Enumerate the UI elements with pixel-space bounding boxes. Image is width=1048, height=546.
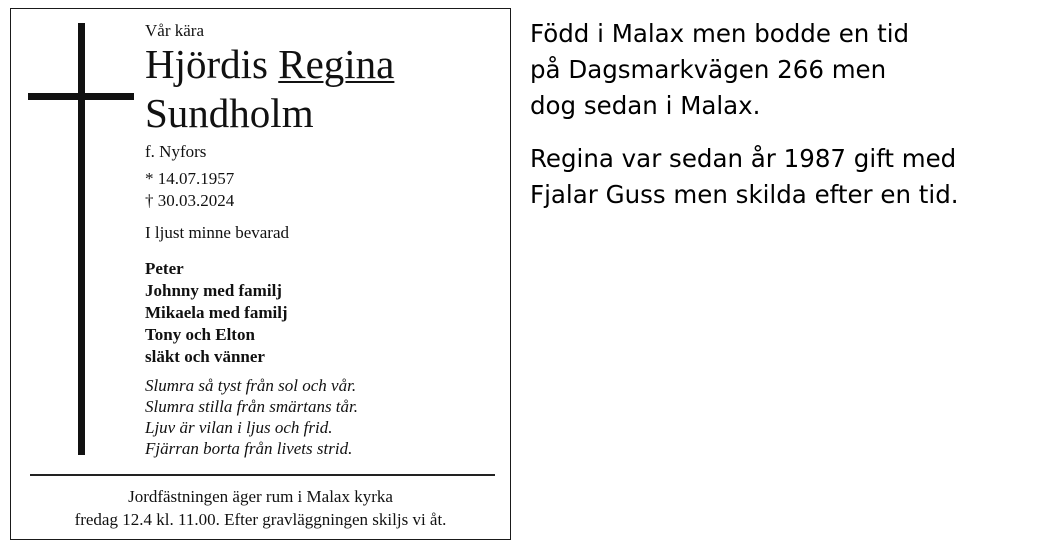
funeral-info: [11, 485, 510, 531]
mourner-item: Johnny med familj: [145, 281, 282, 300]
poem-line: Slumra så tyst från sol och vår.: [145, 376, 357, 395]
note-paragraph: [530, 141, 1042, 213]
memory-line: I ljust minne bevarad: [145, 223, 289, 242]
poem-line: Fjärran borta från livets strid.: [145, 439, 353, 458]
cross-icon-crossbar: [28, 93, 134, 100]
birth-date: * 14.07.1957: [145, 169, 235, 188]
mourner-item: Mikaela med familj: [145, 303, 288, 322]
deceased-given-names: [145, 40, 394, 88]
intro-line: Vår kära: [145, 21, 204, 40]
maiden-name: f. Nyfors: [145, 142, 207, 161]
called-name: Regina: [278, 41, 395, 87]
mourner-item: Tony och Elton: [145, 325, 255, 344]
note-line: Regina var sedan år 1987 gift med: [530, 144, 957, 173]
first-name: Hjördis: [145, 41, 279, 87]
note-line: dog sedan i Malax.: [530, 91, 761, 120]
mourners-list: [145, 258, 288, 368]
mourner-item: släkt och vänner: [145, 347, 265, 366]
note-paragraph: [530, 16, 1042, 124]
memorial-poem: [145, 375, 358, 459]
mourner-item: Peter: [145, 259, 184, 278]
poem-line: Ljuv är vilan i ljus och frid.: [145, 418, 333, 437]
deceased-surname: Sundholm: [145, 90, 314, 136]
note-line: Fjalar Guss men skilda efter en tid.: [530, 180, 959, 209]
funeral-info-line: Jordfästningen äger rum i Malax kyrka: [128, 487, 393, 506]
obituary-notice: [10, 8, 511, 540]
footer-divider: [30, 474, 495, 476]
cross-icon: [78, 23, 85, 455]
biography-note: [530, 16, 1042, 213]
note-line: Född i Malax men bodde en tid: [530, 19, 910, 48]
poem-line: Slumra stilla från smärtans tår.: [145, 397, 359, 416]
note-line: på Dagsmarkvägen 266 men: [530, 55, 887, 84]
death-date: † 30.03.2024: [145, 191, 235, 210]
funeral-info-line: fredag 12.4 kl. 11.00. Efter gravläggningen skiljs vi åt.: [74, 510, 447, 529]
